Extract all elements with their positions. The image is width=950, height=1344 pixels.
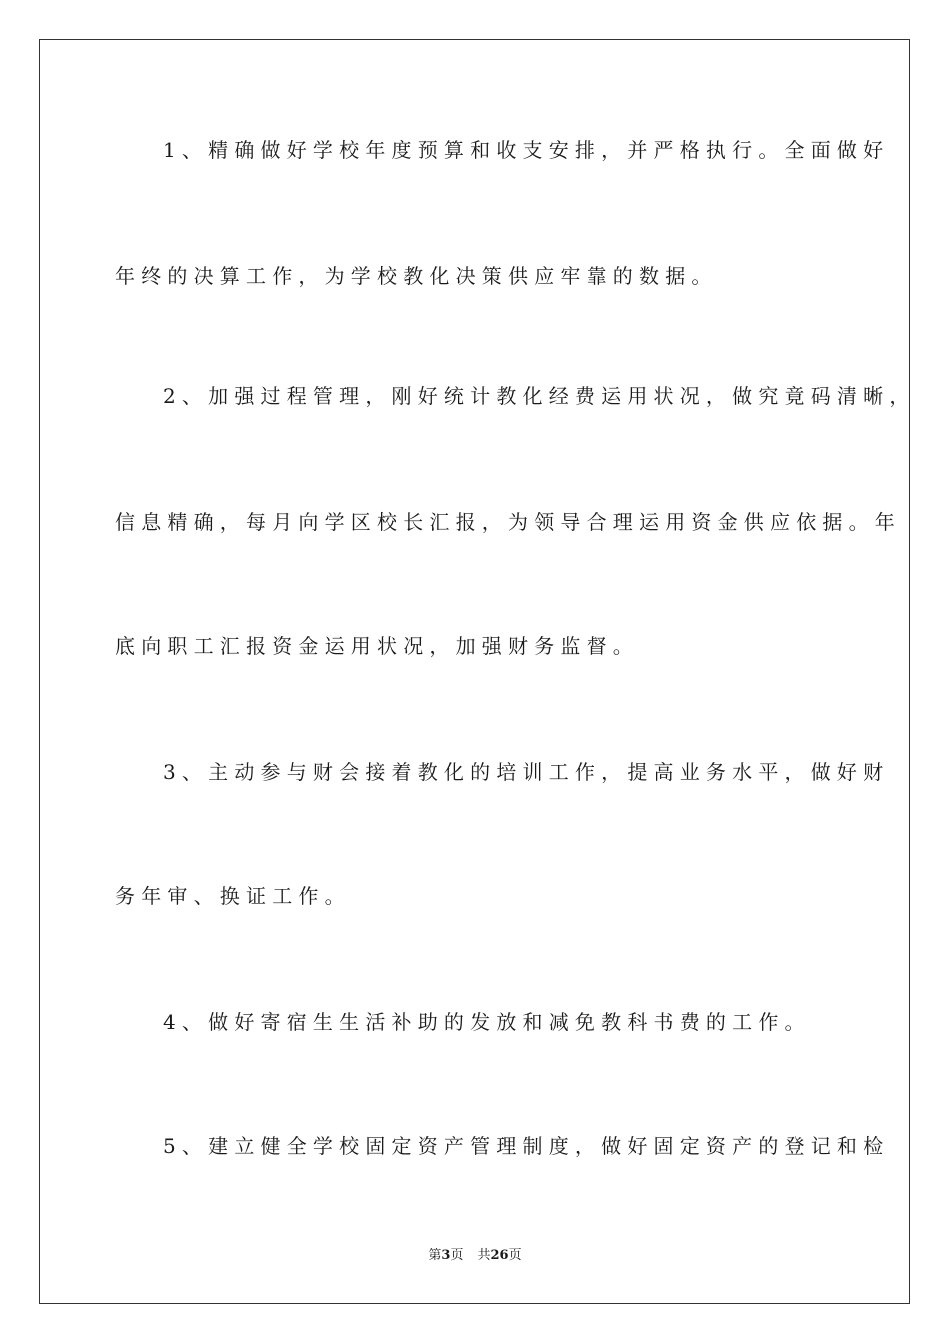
page-footer — [0, 1247, 950, 1265]
paragraph-2-line-1: 2、加强过程管理，刚好统计教化经费运用状况，做究竟码清晰， — [163, 384, 916, 408]
page-prefix: 第 — [428, 1248, 442, 1263]
total-pages: 26 — [490, 1248, 509, 1263]
paragraph-4-line-1: 4、做好寄宿生生活补助的发放和减免教科书费的工作。 — [163, 1010, 811, 1034]
paragraph-3-line-2: 务年审、换证工作。 — [115, 884, 351, 908]
paragraph-5-line-1: 5、建立健全学校固定资产管理制度，做好固定资产的登记和检 — [163, 1134, 890, 1158]
paragraph-2-line-2: 信息精确，每月向学区校长汇报，为领导合理运用资金供应依据。年 — [115, 510, 901, 534]
paragraph-1-line-1: 1、精确做好学校年度预算和收支安排，并严格执行。全面做好 — [163, 138, 890, 162]
total-suffix: 页 — [508, 1248, 522, 1263]
total-prefix: 共 — [477, 1248, 491, 1263]
page-border — [39, 39, 916, 1304]
paragraph-2-line-3: 底向职工汇报资金运用状况，加强财务监督。 — [115, 634, 639, 658]
paragraph-3-line-1: 3、主动参与财会接着教化的培训工作，提高业务水平，做好财 — [163, 760, 890, 784]
page-suffix: 页 — [450, 1248, 464, 1263]
page-number: 3 — [441, 1248, 451, 1263]
paragraph-1-line-2: 年终的决算工作，为学校教化决策供应牢靠的数据。 — [115, 264, 718, 288]
